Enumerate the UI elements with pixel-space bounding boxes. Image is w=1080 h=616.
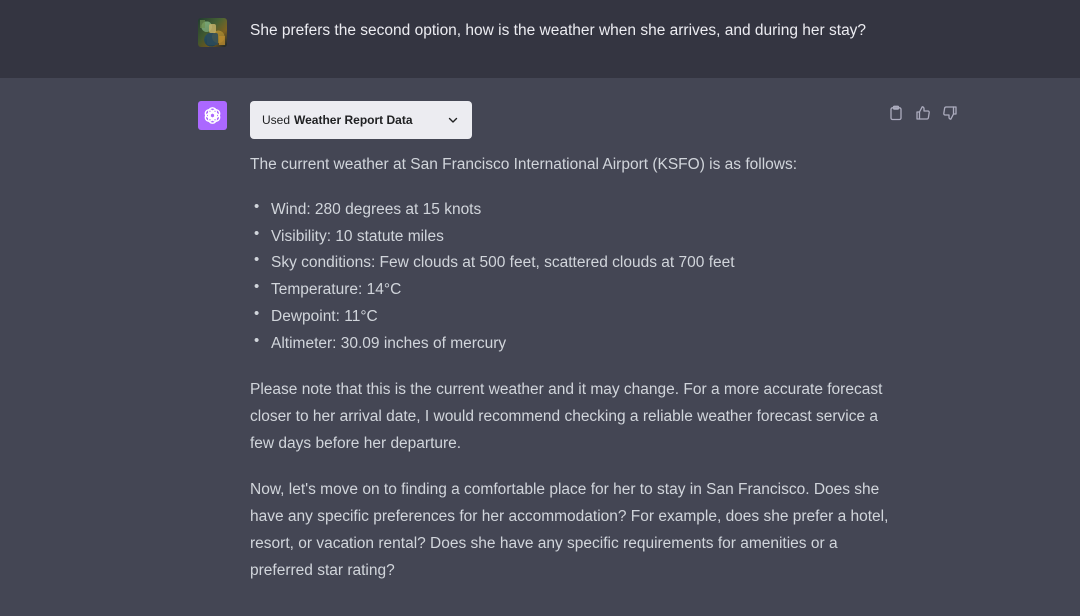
list-item: [250, 197, 890, 224]
thumbs-down-icon: [942, 105, 958, 121]
weather-item-temperature: Temperature: 14°C: [271, 281, 402, 299]
chevron-down-icon: [447, 114, 459, 126]
clipboard-icon: [888, 105, 904, 121]
bullet: •: [254, 224, 260, 242]
user-message-text: She prefers the second option, how is the weather when she arrives, and during her stay?: [250, 22, 867, 39]
plugin-name: Weather Report Data: [294, 113, 413, 127]
user-message-row: [0, 0, 1080, 78]
weather-item-wind: Wind: 280 degrees at 15 knots: [271, 201, 482, 218]
weather-list: [250, 197, 890, 357]
weather-item-dewpoint: Dewpoint: 11°C: [271, 307, 378, 325]
list-item: [250, 250, 890, 277]
bullet: •: [254, 304, 260, 322]
thumbs-up-button[interactable]: [913, 104, 932, 121]
bullet: •: [254, 251, 260, 269]
weather-item-sky: Sky conditions: Few clouds at 500 feet, scattered clouds at 700 feet: [271, 254, 735, 272]
list-item: [250, 304, 890, 331]
forecast-note-paragraph: Please note that this is the current weather and it may change. For a more accurate forecast closer to her arrival date, I would recommend checking a reliable weather forecast service a few days before her departure.: [250, 381, 883, 453]
accommodation-question-paragraph: Now, let's move on to finding a comfortable place for her to stay in San Francisco. Does she have any specific preferences for her accommodation? For example, does she prefer a hotel, resort, or vacation rental? Does she have any specific requirements for amenities or a preferred star rating?: [250, 481, 889, 580]
thumbs-down-button[interactable]: [940, 104, 959, 121]
openai-logo-icon: [202, 105, 223, 126]
thumbs-up-icon: [915, 105, 931, 121]
list-item: [250, 331, 890, 358]
weather-item-visibility: Visibility: 10 statute miles: [271, 227, 444, 245]
bullet: •: [254, 331, 260, 349]
list-item: [250, 224, 890, 251]
list-item: [250, 277, 890, 304]
bullet: •: [254, 198, 260, 215]
bullet: •: [254, 278, 260, 296]
assistant-message-content: [250, 151, 890, 584]
weather-intro: The current weather at San Francisco International Airport (KSFO) is as follows:: [250, 156, 798, 173]
assistant-avatar: [198, 101, 227, 130]
plugin-used-toggle[interactable]: [250, 101, 472, 139]
message-actions: [886, 104, 959, 121]
user-avatar-image-icon: [198, 18, 227, 47]
plugin-used-prefix: Used: [262, 113, 291, 127]
copy-button[interactable]: [886, 104, 905, 121]
weather-item-altimeter: Altimeter: 30.09 inches of mercury: [271, 334, 507, 352]
user-avatar: [198, 18, 227, 47]
